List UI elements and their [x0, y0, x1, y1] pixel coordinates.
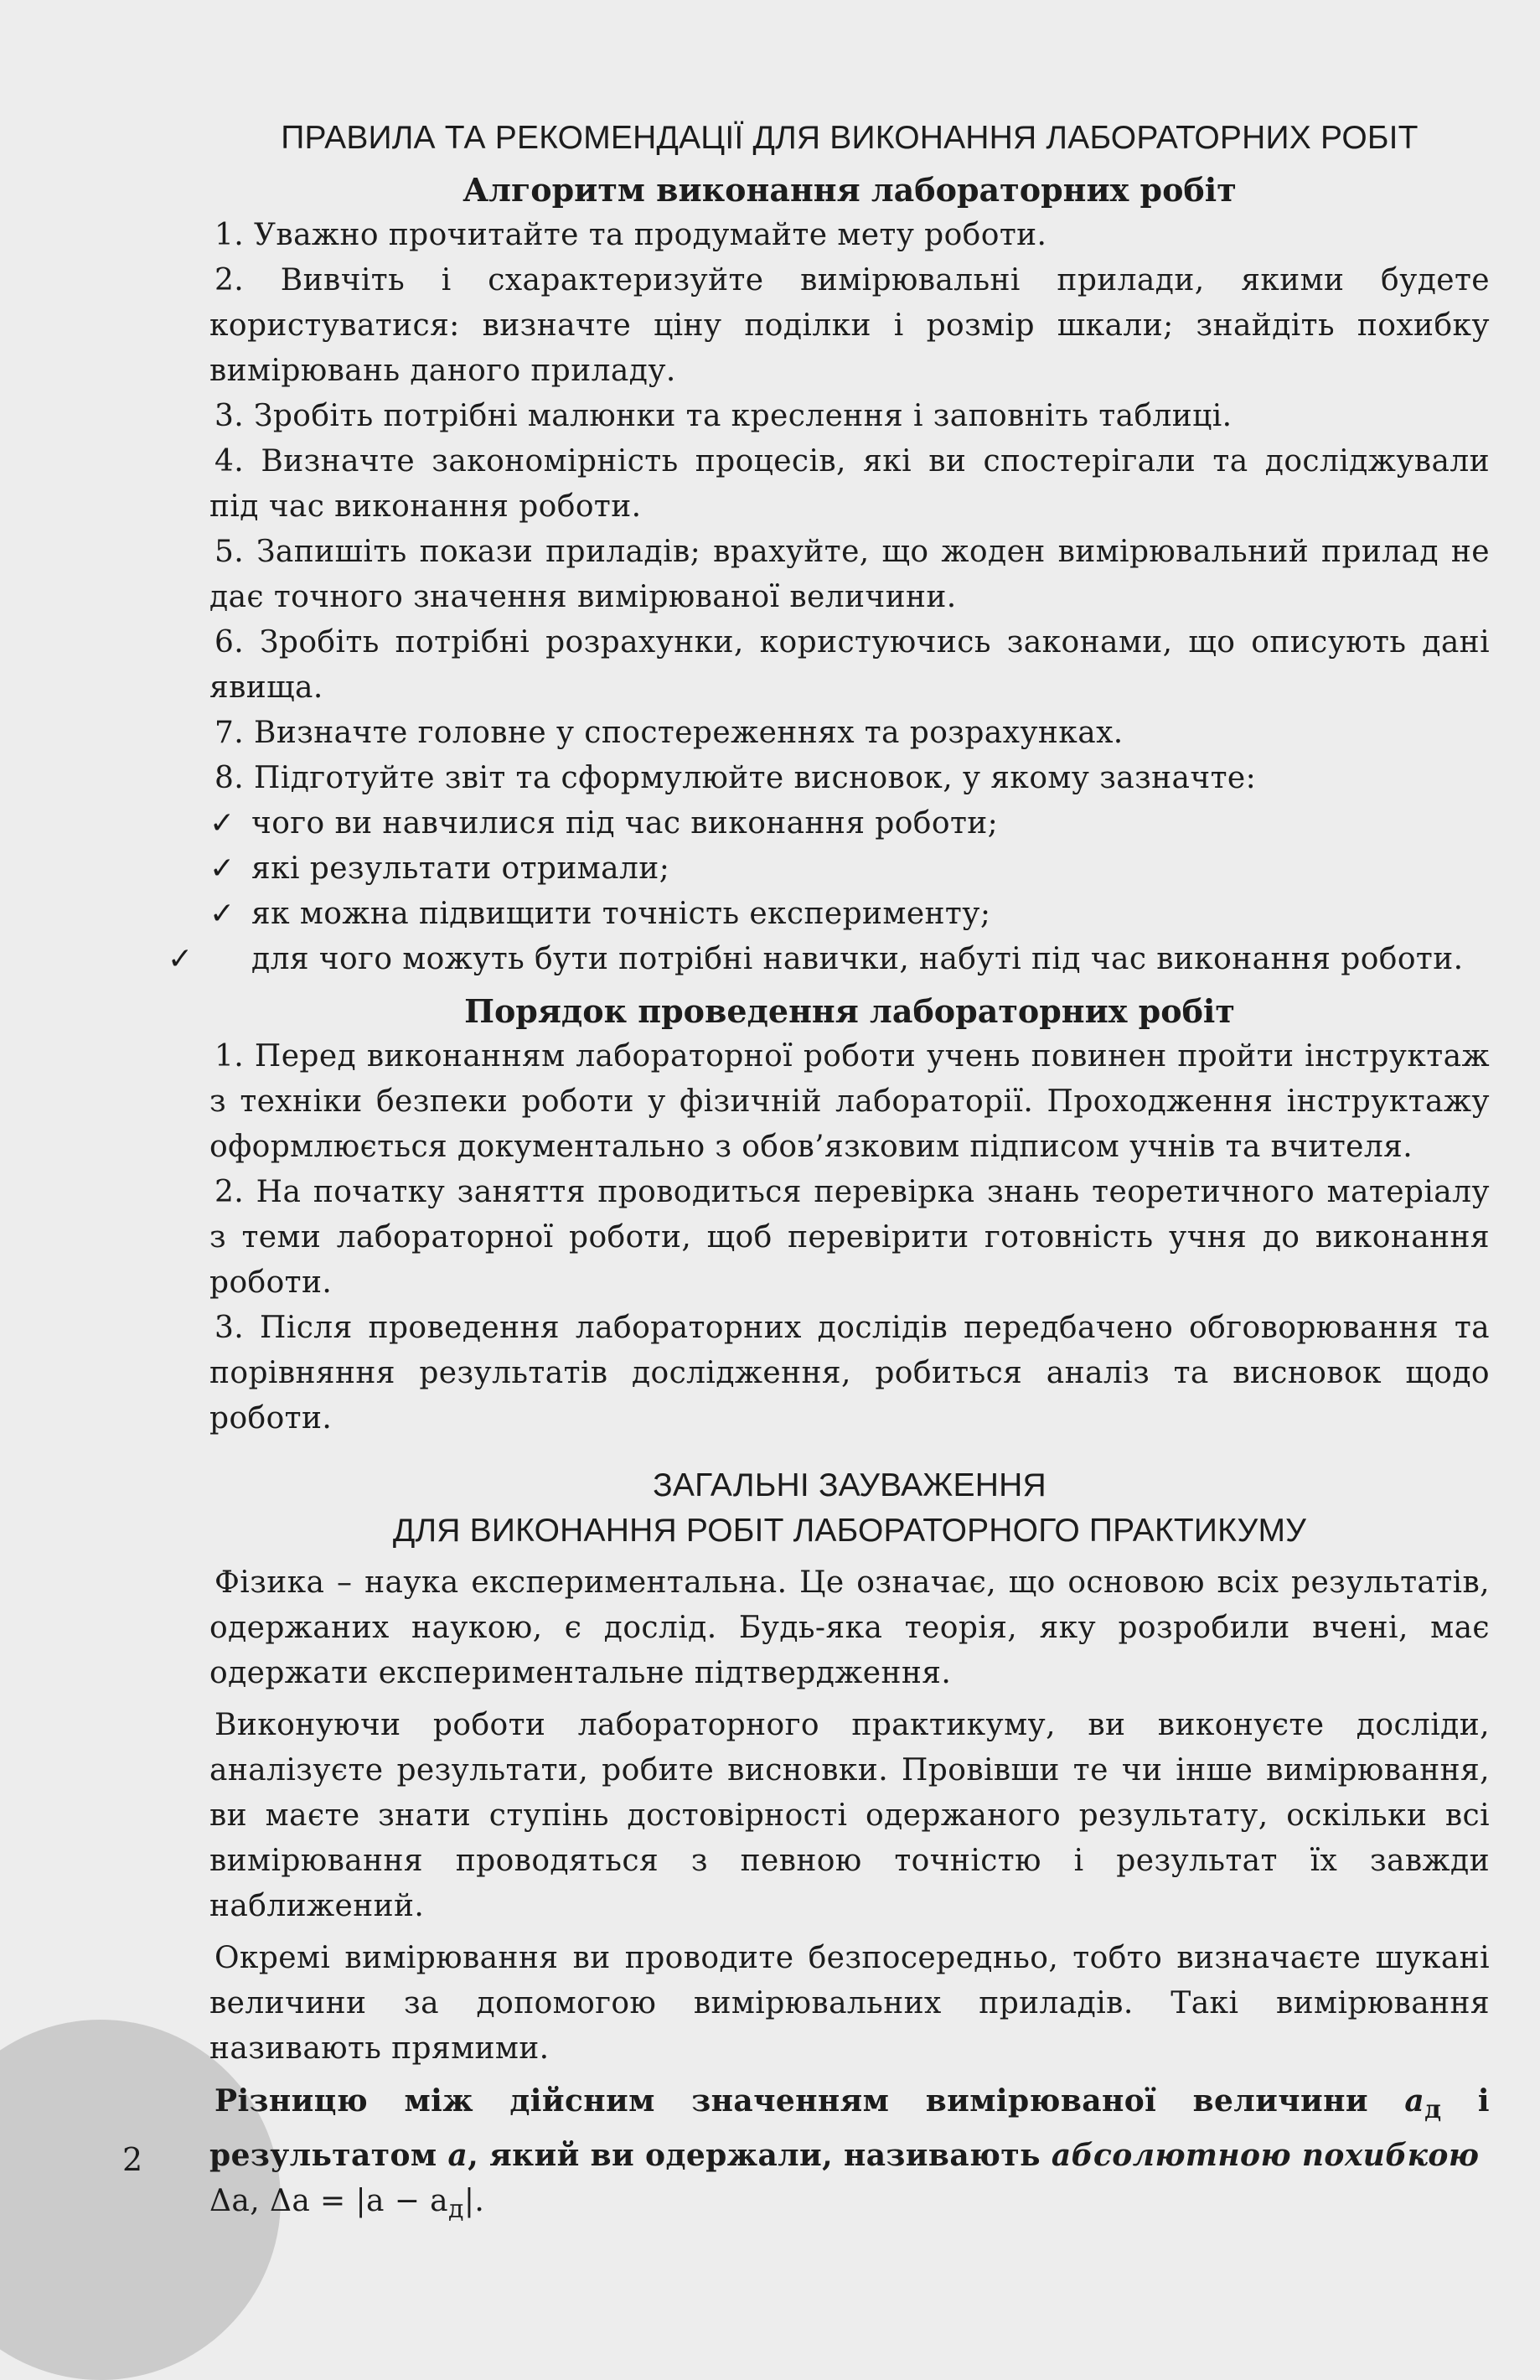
definition: Різницю між дійсним значенням вимірюваної величини $a_д$ і результатом a, який ви одержали, називають абсолютною похибкою Δa, $\Delta a = |a - a_д|$. [209, 2083, 1490, 2225]
formula: Δa, $\Delta a = |a - a_д|$. [209, 2184, 485, 2225]
check-icon: ✓ [209, 851, 235, 886]
paragraph-3: Окремі вимірювання ви проводите безпосередньо, тобто визначаєте шукані величини за допомогою вимірювальних приладів. Такі вимірювання називають прямими. [209, 1941, 1490, 2066]
checklist-item: ✓ як можна підвищити точність експерименту; [209, 892, 1490, 937]
check-icon: ✓ [209, 897, 235, 931]
step-5: 5. Запишіть покази приладів; врахуйте, що жоден вимірювальний прилад не дає точного значення вимірюваної величини. [209, 535, 1490, 614]
order-heading: Порядок проведення лабораторних робіт [464, 992, 1235, 1030]
page-number: 2 [122, 2141, 143, 2178]
checklist-item: ✓ чого ви навчилися під час виконання роботи; [209, 801, 1490, 846]
check-icon: ✓ [168, 942, 194, 976]
step-4: 4. Визначте закономірність процесів, які ви спостерігали та досліджували під час виконання роботи. [209, 444, 1490, 524]
step-1: 1. Уважно прочитайте та продумайте мету роботи. [214, 218, 1047, 252]
algorithm-heading: Алгоритм виконання лабораторних робіт [463, 171, 1237, 209]
paragraph-2: Виконуючи роботи лабораторного практикуму, ви виконуєте досліди, аналізуєте результати, робите висновки. Провівши те чи інше вимірювання, ви маєте знати ступінь достовірності одержаного результату, оскільки всі вимірювання проводяться з певною точністю і результат їх завжди наближений. [209, 1708, 1490, 1923]
step-6: 6. Зробіть потрібні розрахунки, користуючись законами, що описують дані явища. [209, 625, 1490, 705]
order-item-2: 2. На початку заняття проводиться перевірка знань теоретичного матеріалу з теми лабораторної роботи, щоб перевірити готовність учня до виконання роботи. [209, 1175, 1490, 1300]
checklist-item: ✓ які результати отримали; [209, 846, 1490, 892]
step-7: 7. Визначте головне у спостереженнях та розрахунках. [214, 716, 1124, 750]
order-item-3: 3. Після проведення лабораторних дослідів передбачено обговорювання та порівняння результатів дослідження, робиться аналіз та висновок щодо роботи. [209, 1311, 1490, 1436]
checklist-item: ✓ для чого можуть бути потрібні навички, набуті під час виконання роботи. [209, 937, 1490, 982]
step-2: 2. Вивчіть і схарактеризуйте вимірювальні прилади, якими будете користуватися: визначте ціну поділки і розмір шкали; знайдіть похибку вимірювань даного приладу. [209, 263, 1490, 388]
step-3: 3. Зробіть потрібні малюнки та креслення і заповніть таблиці. [214, 399, 1233, 433]
check-icon: ✓ [209, 806, 235, 841]
section2-title-line1: ЗАГАЛЬНІ ЗАУВАЖЕННЯ [653, 1467, 1046, 1503]
section2-title-line2: ДЛЯ ВИКОНАННЯ РОБІТ ЛАБОРАТОРНОГО ПРАКТИКУМУ [392, 1513, 1307, 1549]
section1-title: ПРАВИЛА ТА РЕКОМЕНДАЦІЇ ДЛЯ ВИКОНАННЯ ЛАБОРАТОРНИХ РОБІТ [281, 120, 1419, 156]
content [168, 116, 1490, 2233]
step-8: 8. Підготуйте звіт та сформулюйте висновок, у якому зазначте: [214, 761, 1257, 795]
paragraph-1: Фізика – наука експериментальна. Це означає, що основою всіх результатів, одержаних наукою, є дослід. Будь-яка теорія, яку розробили вчені, має одержати експериментальне підтвердження. [209, 1565, 1490, 1690]
order-item-1: 1. Перед виконанням лабораторної роботи учень повинен пройти інструктаж з техніки безпеки роботи у фізичній лабораторії. Проходження інструктажу оформлюється документально з обов’язковим підписом учнів та вчителя. [209, 1039, 1490, 1164]
